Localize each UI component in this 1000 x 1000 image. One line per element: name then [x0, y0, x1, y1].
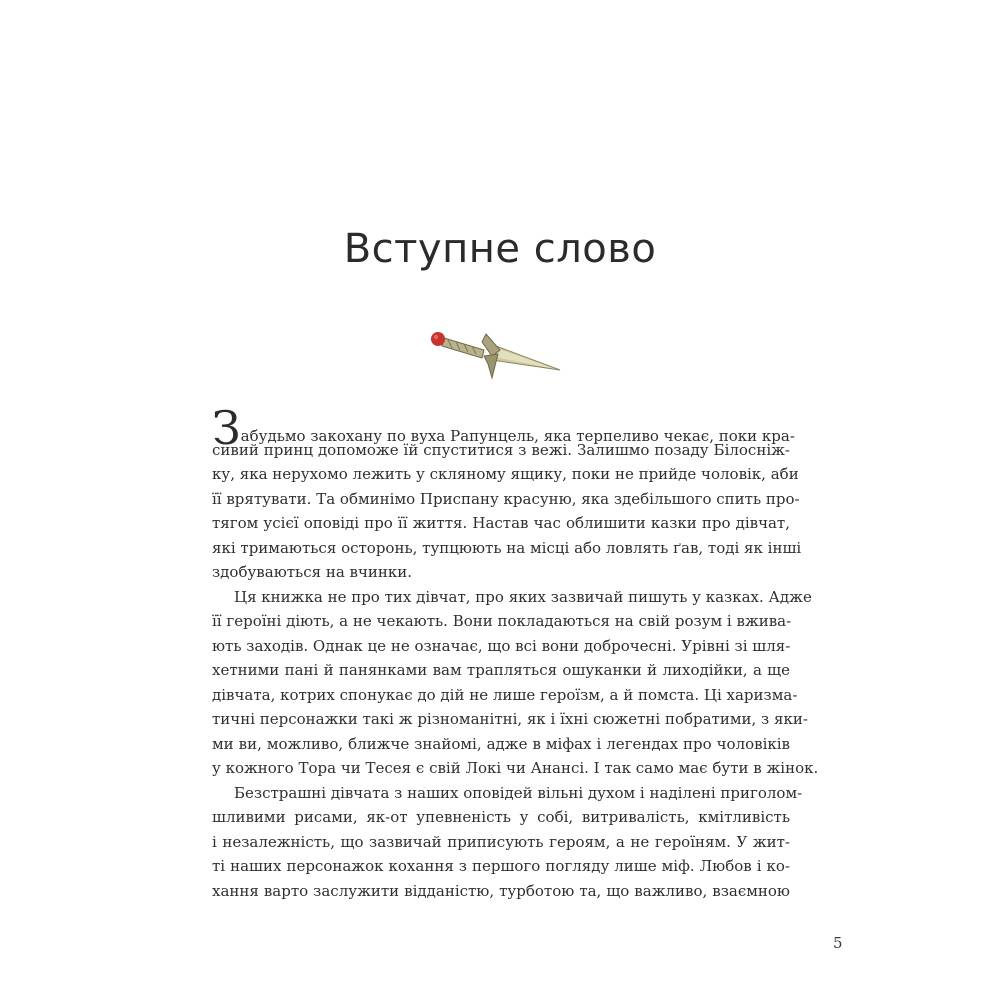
text-line: хетними пані й панянками вам трапляться ошуканки й лиходійки, а ще: [212, 661, 790, 679]
paragraph-1: [212, 401, 802, 585]
chapter-title: Вступне слово: [343, 226, 657, 272]
text-line: які тримаються осторонь, тупцюють на місці або ловлять ґав, тоді як інші: [212, 538, 802, 557]
page-number: 5: [833, 934, 843, 952]
text-line: її героїні діють, а не чекають. Вони покладаються на свій розум і вжива-: [212, 612, 792, 630]
body-text: [212, 401, 819, 903]
text-line: хання варто заслужити відданістю, турботою та, що важливо, взаємною: [212, 881, 790, 900]
paragraph-2: [212, 585, 819, 781]
drop-cap: З: [212, 401, 241, 455]
text-line: тягом усієї оповіді про її життя. Настав час облишити казки про дівчат,: [212, 514, 790, 532]
text-line: у кожного Тора чи Тесея є свій Локі чи Анансі. І так само має бути в жінок.: [212, 759, 819, 777]
paragraph-3: [212, 781, 803, 904]
text-line: ють заходів. Однак це не означає, що всі вони доброчесні. Урівні зі шля-: [212, 636, 791, 655]
text-line: Безстрашні дівчата з наших оповідей вільні духом і наділені приголом-: [234, 783, 803, 802]
text-line: шливими рисами, як-от упевненість у собі, витривалість, кмітливість: [212, 808, 790, 826]
text-line: здобуваються на вчинки.: [212, 563, 413, 581]
text-line: і незалежність, що зазвичай приписують героям, а не героїням. У жит-: [212, 832, 790, 851]
dagger-icon: [426, 326, 562, 382]
text-line: ми ви, можливо, ближче знайомі, адже в міфах і легендах про чоловіків: [212, 734, 790, 753]
text-line: сивий принц допоможе їй спуститися з вежі. Залишмо позаду Білосніж-: [212, 440, 790, 459]
text-line: її врятувати. Та обминімо Приспану красуню, яка здебільшого спить про-: [212, 489, 800, 508]
text-line: ку, яка нерухомо лежить у скляному ящику, поки не прийде чоловік, аби: [212, 465, 799, 483]
text-line: Забудьмо закохану по вуха Рапунцель, яка терпеливо чекає, поки кра-: [212, 401, 795, 455]
text-line: тичні персонажки такі ж різноманітні, як і їхні сюжетні побратими, з яки-: [212, 710, 808, 728]
text-line: ті наших персонажок кохання з першого погляду лише міф. Любов і ко-: [212, 857, 790, 875]
text-line: Ця книжка не про тих дівчат, про яких зазвичай пишуть у казках. Адже: [234, 587, 812, 606]
text-line: дівчата, котрих спонукає до дій не лише героїзм, а й помста. Ці харизма-: [212, 685, 798, 704]
